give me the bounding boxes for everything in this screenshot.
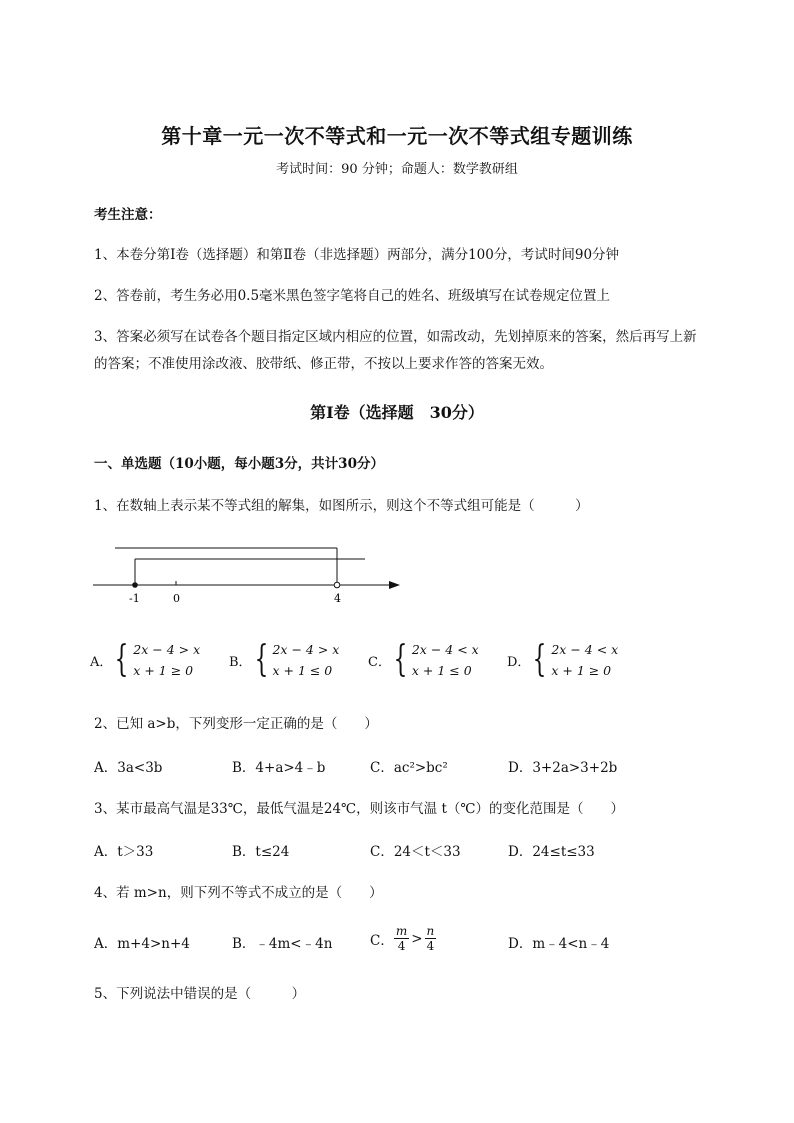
option-c[interactable]: C．24＜t＜33 (370, 844, 461, 860)
inequality-row: x + 1 ≥ 0 (551, 663, 612, 678)
left-brace-icon: { (393, 639, 408, 680)
option-label: A． (90, 654, 113, 670)
inequality-row: x + 1 ≤ 0 (272, 663, 333, 678)
left-brace-icon: { (533, 639, 547, 680)
option-a[interactable]: A．m+4>n+4 (94, 936, 190, 952)
option-label: C． (370, 932, 394, 949)
numerator: m (395, 924, 408, 938)
left-brace-icon: { (114, 639, 129, 680)
solid-point-icon (132, 582, 138, 588)
notice-heading: 考生注意： (94, 207, 162, 223)
inequality-row: x + 1 ≤ 0 (411, 663, 472, 678)
axis-label: 4 (334, 592, 341, 605)
inequality-row: 2x − 4 < x (411, 642, 479, 657)
section-title: 第Ⅰ卷（选择题 30分） (310, 403, 484, 422)
inequality-row: 2x − 4 < x (551, 642, 619, 657)
question-2: 2、已知 a>b，下列变形一定正确的是（ ） (94, 716, 378, 732)
notice-item: 1、本卷分第Ⅰ卷（选择题）和第Ⅱ卷（非选择题）两部分，满分100分，考试时间90分钟 (94, 247, 620, 263)
option-b[interactable]: B．4+a>4﹣b (232, 760, 326, 776)
option-d[interactable]: D．m﹣4<n﹣4 (508, 936, 610, 952)
denominator: 4 (397, 939, 406, 953)
fraction (425, 924, 437, 953)
question-4: 4、若 m>n，则下列不等式不成立的是（ ） (94, 885, 383, 901)
option-b[interactable]: B．﹣4m<﹣4n (232, 936, 333, 952)
notice-item: 2、答卷前，考生务必用0.5毫米黑色签字笔将自己的姓名、班级填写在试卷规定位置上 (94, 288, 611, 304)
inequality-row: x + 1 ≥ 0 (133, 663, 194, 678)
left-brace-icon: { (254, 639, 268, 680)
option-a[interactable] (90, 639, 200, 681)
numerator: n (426, 924, 435, 938)
axis-arrow-icon (389, 581, 400, 589)
inequality-row: 2x − 4 > x (133, 642, 201, 657)
number-line-figure (88, 540, 408, 610)
option-d[interactable]: D．24≤t≤33 (508, 844, 595, 860)
option-label: D． (507, 654, 531, 670)
denominator: 4 (426, 939, 435, 953)
option-d[interactable] (507, 639, 618, 681)
inequality-row: 2x − 4 > x (272, 642, 340, 657)
operator: > (411, 930, 423, 947)
option-c[interactable] (368, 639, 479, 681)
option-c[interactable]: C．ac²>bc² (370, 760, 448, 776)
option-d[interactable]: D．3+2a>3+2b (508, 760, 618, 776)
axis-label: -1 (129, 592, 140, 605)
fraction (394, 924, 409, 953)
question-1: 1、在数轴上表示某不等式组的解集，如图所示，则这个不等式组可能是（ ） (94, 498, 589, 514)
option-c[interactable] (370, 924, 436, 953)
option-label: B． (229, 654, 252, 670)
option-a[interactable]: A．t＞33 (94, 844, 154, 860)
page-title: 第十章一元一次不等式和一元一次不等式组专题训练 (161, 124, 633, 148)
exam-info: 考试时间：90 分钟；命题人：数学教研组 (276, 162, 518, 177)
notice-item: 的答案；不准使用涂改液、胶带纸、修正带，不按以上要求作答的答案无效。 (94, 356, 553, 372)
question-5: 5、下列说法中错误的是（ ） (94, 986, 306, 1002)
question-3: 3、某市最高气温是33℃，最低气温是24℃，则该市气温 t（℃）的变化范围是（ ） (94, 801, 624, 817)
option-b[interactable] (229, 639, 339, 681)
option-a[interactable]: A．3a<3b (94, 760, 163, 776)
part-heading: 一、单选题（10小题，每小题3分，共计30分） (94, 456, 384, 472)
option-b[interactable]: B．t≤24 (232, 844, 290, 860)
option-label: C． (368, 654, 391, 670)
axis-label: 0 (173, 592, 180, 605)
notice-item: 3、答案必须写在试卷各个题目指定区域内相应的位置，如需改动，先划掉原来的答案，然后再写上新 (94, 329, 697, 345)
open-point-icon (334, 582, 340, 588)
